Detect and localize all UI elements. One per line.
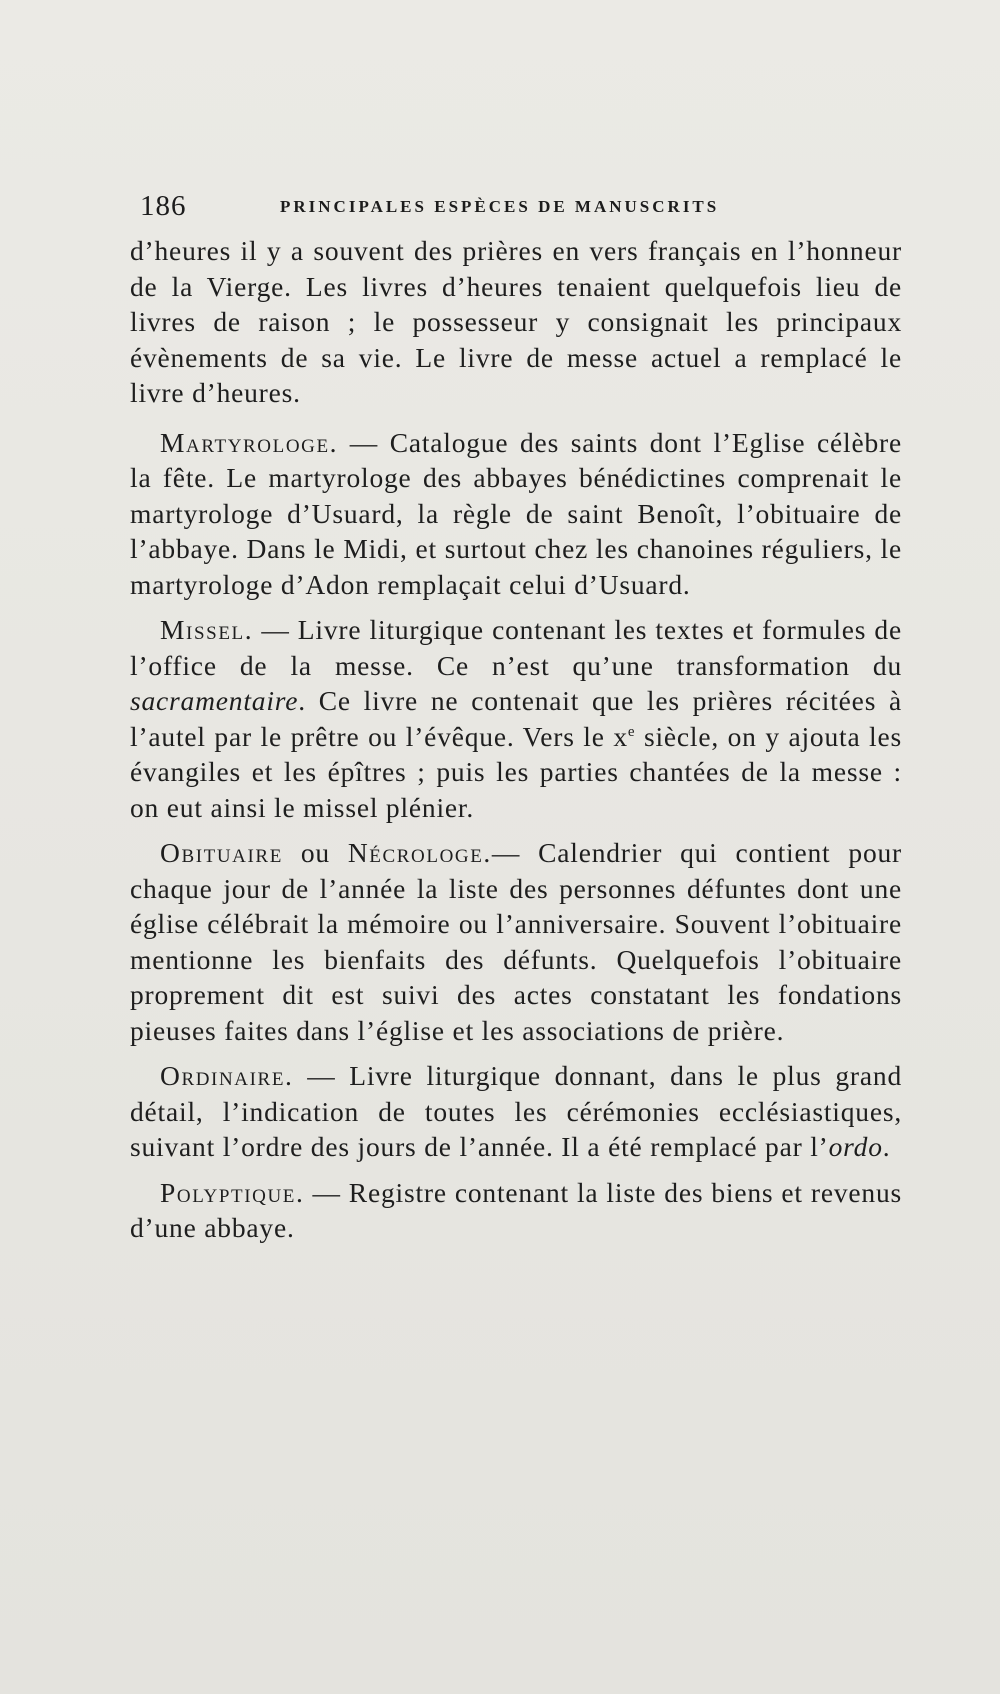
entry-text: — Livre liturgique contenant les textes et formules de l’office de la messe. Ce n’est qu’une transformation du <box>130 614 902 681</box>
entry-term: Martyrologe. <box>160 426 339 458</box>
entry-text: siècle, on y ajouta les évangiles et les épîtres ; puis les parties chantées de la messe : on eut ainsi le missel plénier. <box>130 720 902 823</box>
entry-italic-term: sacramentaire <box>130 685 299 716</box>
entry-missel <box>130 612 902 825</box>
superscript: e <box>627 723 636 740</box>
running-title: PRINCIPALES ESPÈCES DE MANUSCRITS <box>280 197 720 216</box>
entry-italic-term: ordo <box>828 1131 883 1162</box>
entry-text: . Ce livre ne contenait que les prières récitées à l’autel par le prêtre ou l’évêque. Vers le x <box>130 685 902 752</box>
entry-martyrologe <box>130 425 902 603</box>
entry-text: — Registre contenant la liste des biens et revenus d’une abbaye. <box>130 1176 902 1243</box>
entry-term: Obituaire <box>160 837 283 868</box>
entry-text: — Calendrier qui contient pour chaque jour de l’année la liste des personnes défuntes dont une église célébrait la mémoire ou l’anniversaire. Souvent l’obituaire mentionne les bienfaits des défunts. Quelquefois l’obituaire proprement dit est suivi des actes constatant les fondations pieuses faites dans l’église et les associations de prière. <box>130 837 903 1046</box>
entry-polyptique <box>130 1175 902 1246</box>
entry-text: . <box>882 1131 891 1162</box>
entry-text: — Livre liturgique donnant, dans le plus grand détail, l’indication de toutes les cérémonies ecclésiastiques, suivant l’ordre des jours de l’année. Il a été remplacé par l’ <box>130 1060 902 1162</box>
page-number: 186 <box>140 190 187 222</box>
entry-term: Polyptique. <box>160 1176 305 1208</box>
entry-term: Ordinaire. <box>160 1060 294 1091</box>
entry-term: Missel. <box>160 614 254 645</box>
entry-ordinaire <box>130 1058 902 1165</box>
continuation-paragraph: d’heures il y a souvent des prières en vers français en l’honneur de la Vierge. Les livres d’heures tenaient quelquefois lieu de livres de raison ; le possesseur y consignait les principaux évènements de sa vie. Le livre de messe actuel a remplacé le livre d’heures. <box>130 235 902 408</box>
entry-obituaire <box>130 835 902 1048</box>
page-header <box>140 188 900 224</box>
entry-term: Nécrologe. <box>347 837 492 868</box>
entry-term-join: ou <box>282 837 348 868</box>
entry-text: — Catalogue des saints dont l’Eglise célèbre la fête. Le martyrologe des abbayes bénédictines comprenait le martyrologe d’Usuard, la règle de saint Benoît, l’obituaire de l’abbaye. Dans le Midi, et surtout chez les chanoines réguliers, le martyrologe d’Adon remplaçait celui d’Usuard. <box>130 426 902 600</box>
body-text <box>130 233 902 1256</box>
